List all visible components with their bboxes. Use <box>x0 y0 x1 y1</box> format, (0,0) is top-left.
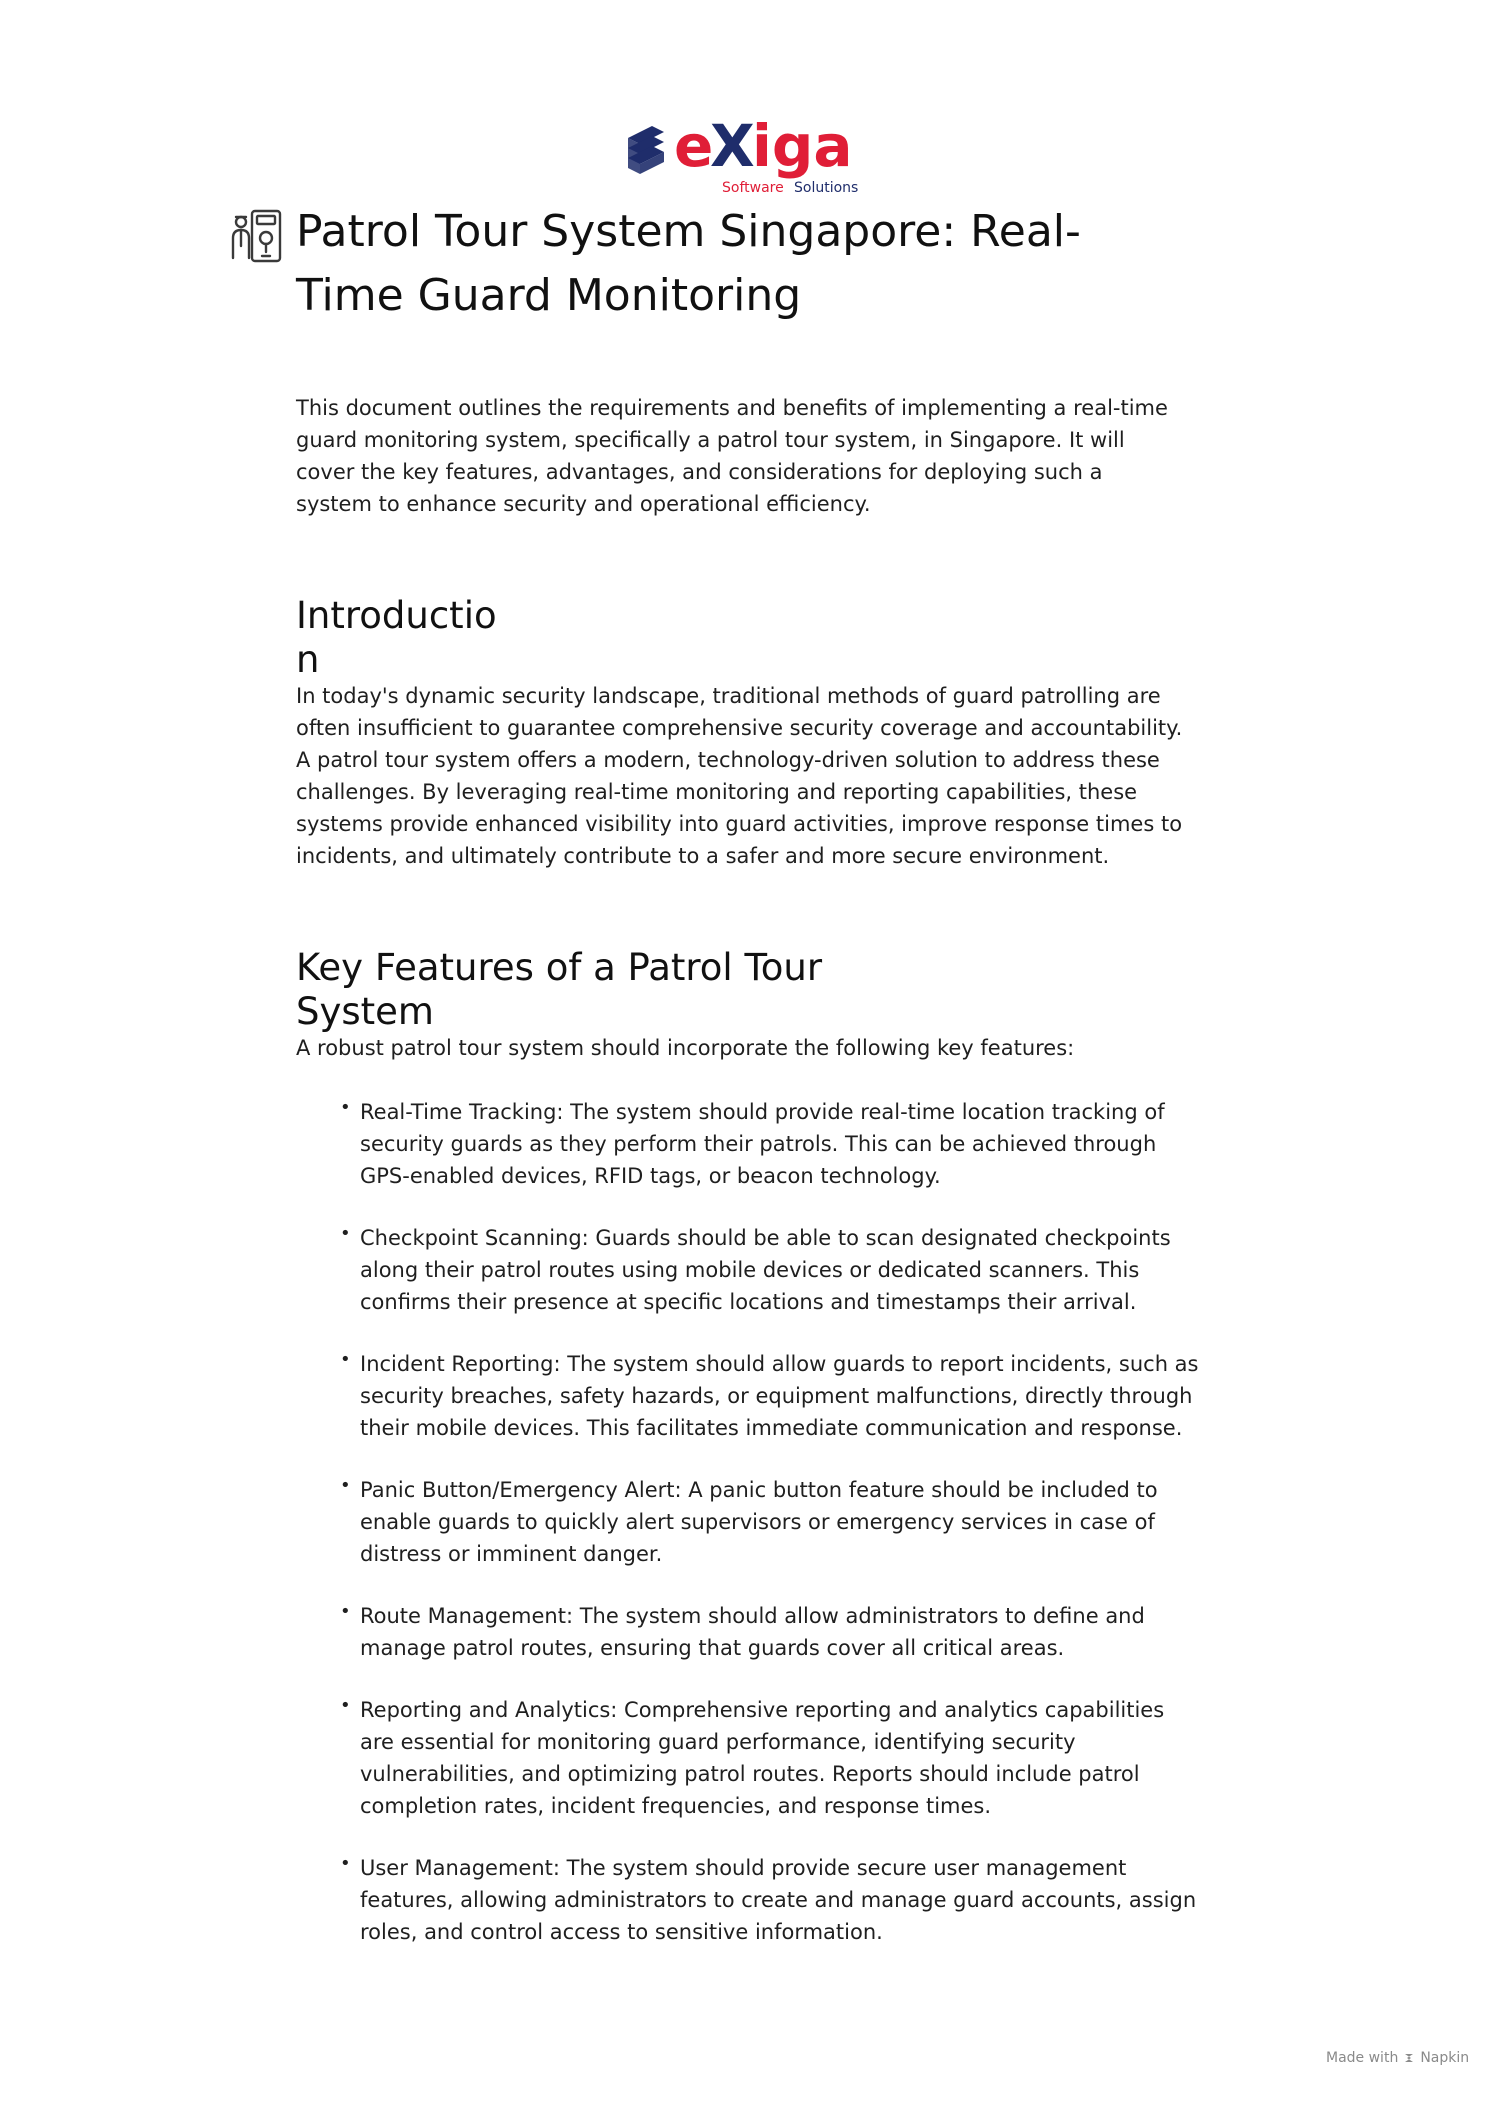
made-with-napkin-badge <box>1326 2050 1469 2066</box>
list-item: • Checkpoint Scanning: Guards should be able to scan designated checkpoints along their patrol routes using mobile devices or dedicated scanners. This confirms their presence at specific locations and timestamps their arrival. <box>340 1222 1200 1318</box>
intro-paragraph: This document outlines the requirements and benefits of implementing a real-time guard monitoring system, specifically a patrol tour system, in Singapore. It will cover the key features, advantages, and considerations for deploying such a system to enhance security and operational efficiency. <box>296 396 1168 516</box>
list-item: • Route Management: The system should allow administrators to define and manage patrol routes, ensuring that guards cover all critical areas. <box>340 1600 1200 1664</box>
introduction-body: In today's dynamic security landscape, traditional methods of guard patrolling are often insufficient to guarantee comprehensive security coverage and accountability. A patrol tour system offers a modern, technology-driven solution to address these challenges. By leveraging real-time monitoring and reporting capabilities, these systems provide enhanced visibility into guard activities, improve response times to incidents, and ultimately contribute to a safer and more secure environment. <box>296 684 1183 868</box>
list-item: • Incident Reporting: The system should allow guards to report incidents, such as security breaches, safety hazards, or equipment malfunctions, directly through their mobile devices. This facilitates immediate communication and response. <box>340 1348 1200 1444</box>
key-features-lead: A robust patrol tour system should incorporate the following key features: <box>296 1036 1075 1060</box>
svg-text:e: e <box>674 112 714 180</box>
napkin-brand-label: Napkin <box>1420 2050 1470 2066</box>
exiga-logo <box>624 100 884 200</box>
introduction-heading: Introduction <box>296 594 497 681</box>
key-features-list <box>340 1096 1200 1978</box>
made-with-label: Made with <box>1326 2050 1399 2066</box>
logo-tagline-solutions: Solutions <box>794 180 859 196</box>
security-guard-icon <box>230 208 284 264</box>
list-item: • Panic Button/Emergency Alert: A panic button feature should be included to enable guards to quickly alert supervisors or emergency services in case of distress or imminent danger. <box>340 1474 1200 1570</box>
key-features-heading: Key Features of a Patrol Tour System <box>296 946 823 1033</box>
list-item: • Reporting and Analytics: Comprehensive reporting and analytics capabilities are essential for monitoring guard performance, identifying security vulnerabilities, and optimizing patrol routes. Reports should include patrol completion rates, incident frequencies, and response times. <box>340 1694 1200 1822</box>
logo-tagline-software: Software <box>722 180 784 196</box>
page-title: Patrol Tour System Singapore: Real-Time Guard Monitoring <box>296 206 1081 321</box>
list-item: • Real-Time Tracking: The system should provide real-time location tracking of security guards as they perform their patrols. This can be achieved through GPS-enabled devices, RFID tags, or beacon technology. <box>340 1096 1200 1192</box>
napkin-logo-icon <box>1403 2052 1415 2064</box>
list-item: • User Management: The system should provide secure user management features, allowing administrators to create and manage guard accounts, assign roles, and control access to sensitive information. <box>340 1852 1200 1948</box>
svg-text:iga: iga <box>752 112 853 180</box>
svg-text:X: X <box>710 112 755 180</box>
